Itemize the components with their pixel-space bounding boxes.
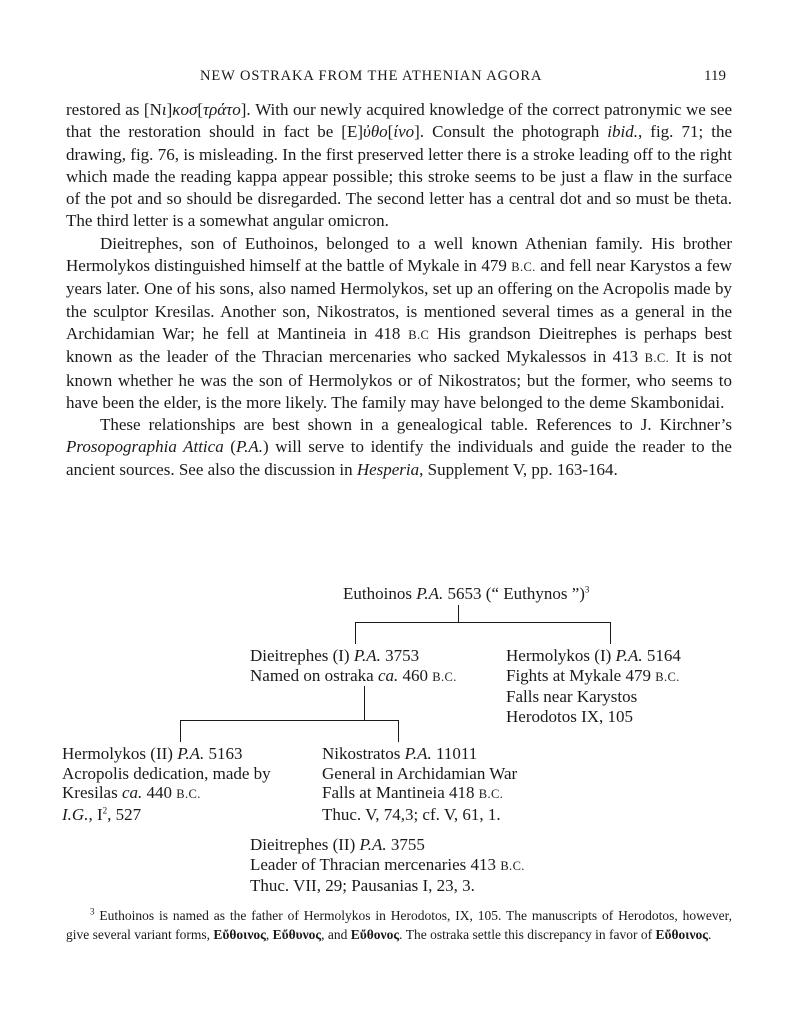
text-run: Acropolis dedication, made by xyxy=(62,763,271,783)
text-run: B.C. xyxy=(500,858,525,873)
node-dieitrephes-1 xyxy=(250,646,457,687)
text-run: , and xyxy=(321,927,351,942)
entry-line xyxy=(322,764,517,784)
entry-line xyxy=(250,835,525,855)
text-run: Hesperia xyxy=(356,459,420,479)
footnote-text xyxy=(66,906,732,944)
text-run: His grandson Dieitrephes is perhaps best known as the leader of the Thracian mercenaries who sacked Mykalessos in 413 xyxy=(66,323,732,367)
text-run: ὐθο xyxy=(363,122,388,142)
text-run: ] xyxy=(166,100,173,119)
text-run: I.G. xyxy=(62,804,89,824)
text-run: ]. With our newly acquired knowledge of the correct patronymic we see that the restoration should in fact be [E] xyxy=(66,100,732,142)
entry-line xyxy=(506,666,681,688)
text-run: 5163 xyxy=(204,744,243,763)
text-run: B.C. xyxy=(432,669,457,684)
page-number: 119 xyxy=(704,68,726,84)
node-euthoinos xyxy=(343,584,589,604)
entry-line xyxy=(322,783,517,805)
text-run: τράτο xyxy=(203,100,241,119)
node-hermolykos-1 xyxy=(506,646,681,726)
text-run: Dieitrephes, son of Euthoinos, belonged to a well known Athenian family. His brother Hermolykos distinguished himself at the battle of Mykale in 479 xyxy=(66,233,732,276)
connector-hermolykos-1-down xyxy=(364,686,365,720)
entry-line xyxy=(62,764,271,784)
text-run: B.C. xyxy=(644,351,670,366)
text-run: Named on ostraka xyxy=(250,665,378,685)
text-run: , 527 xyxy=(107,804,142,824)
entry-line xyxy=(250,876,525,896)
text-run: Leader of Thracian mercenaries 413 xyxy=(250,854,501,874)
entry-line xyxy=(250,646,457,666)
text-run: Εὔθυνος xyxy=(272,927,322,942)
text-run: These relationships are best shown in a genealogical table. References to J. Kirchner’s xyxy=(100,415,732,435)
text-run: B.C. xyxy=(511,260,536,275)
text-run: B.C. xyxy=(176,787,201,801)
text-run: 440 xyxy=(142,783,177,802)
footnote-3 xyxy=(66,906,732,944)
text-run: ίνο xyxy=(393,122,415,142)
text-run: . The ostraka settle this discrepancy in favor of xyxy=(399,927,656,942)
entry-line xyxy=(62,805,271,825)
text-run: Εὔθοινος xyxy=(655,927,708,942)
entry-line xyxy=(343,584,589,604)
text-run: Hermolykos (I) xyxy=(506,646,616,665)
text-run: ) will serve to identify the individuals and guide the reader to the ancient sources. See also the discussion in xyxy=(66,437,732,479)
text-run: It is not known whether he was the son of Hermolykos or of Nikostratos; but the former, who seems to have been the elder, is the more likely. The family may have belonged to the deme Skambonidai. xyxy=(66,347,732,412)
text-run: [ xyxy=(197,100,203,119)
entry-line xyxy=(322,805,517,825)
connector-to-dieitrephes-1 xyxy=(355,622,356,644)
text-run: Dieitrephes (I) xyxy=(250,646,354,665)
text-run: P.A. xyxy=(353,646,381,665)
text-run: ]. Consult the photograph xyxy=(414,122,608,142)
text-run: B.C xyxy=(408,327,430,342)
text-run: Euthoinos is named as the father of Hermolykos in Herodotos, IX, 105. The manuscripts of Herodotos, however, give several variant forms, xyxy=(66,908,732,942)
text-run: Nikostratos xyxy=(322,744,405,763)
text-run: ι xyxy=(161,100,167,119)
text-run: Εὔθονος xyxy=(350,927,400,942)
text-run: P.A. xyxy=(235,437,264,457)
connector-to-hermolykos-2 xyxy=(180,720,181,742)
text-run: Kresilas xyxy=(62,783,122,802)
entry-line xyxy=(250,666,457,688)
text-run: , I xyxy=(88,804,103,824)
text-run: Dieitrephes (II) xyxy=(250,835,360,854)
text-run: Prosopographia Attica xyxy=(66,437,224,457)
text-run: [ xyxy=(387,122,394,142)
entry-line xyxy=(62,744,271,764)
text-run: Εὔθοινος xyxy=(213,927,266,942)
text-run: Hermolykos (II) xyxy=(62,744,178,763)
text-run: ibid. xyxy=(607,122,638,142)
running-title: NEW OSTRAKA FROM THE ATHENIAN AGORA xyxy=(200,68,543,84)
text-run: P.A. xyxy=(615,646,643,665)
text-run: 5164 xyxy=(642,646,681,665)
connector-euthoinos-down xyxy=(458,605,459,622)
text-run: Thuc. VII, 29; Pausanias I, 23, 3. xyxy=(250,876,475,895)
connector-to-nikostratos xyxy=(398,720,399,742)
text-run: , fig. 71; the drawing, fig. 76, is misleading. In the first preserved letter there is a stroke leading off to the right which made the reading kappa appear possible; this stroke seems to be just a flaw in the surface of the pot and so should be disregarded. The second letter has a central dot and so must be theta. The third letter is a somewhat angular omicron. xyxy=(66,122,732,231)
text-run: 5653 (“ Euthynos ”) xyxy=(443,584,585,603)
node-nikostratos xyxy=(322,744,517,824)
text-run: P.A. xyxy=(177,744,205,763)
entry-line xyxy=(506,646,681,666)
connector-gen2-bar xyxy=(180,720,398,721)
entry-line xyxy=(322,744,517,764)
text-run: 460 xyxy=(398,665,433,685)
text-run: P.A. xyxy=(359,835,387,854)
text-run: Herodotos IX, 105 xyxy=(506,706,634,726)
text-run: and fell near Karystos a few years later. One of his sons, also named Hermolykos, set up an offering on the Acropolis made by the sculptor Kresilas. Another son, Nikostratos, is mentioned several times as a general in the Archidamian War; he fell at Mantineia in 418 xyxy=(66,256,732,343)
entry-line xyxy=(62,783,271,805)
node-dieitrephes-2 xyxy=(250,835,525,896)
connector-gen1-bar xyxy=(355,622,610,623)
text-run: 11011 xyxy=(431,744,478,763)
text-run: Falls near Karystos xyxy=(506,687,638,706)
entry-line xyxy=(506,707,681,727)
text-run: ( xyxy=(223,437,236,457)
node-hermolykos-2 xyxy=(62,744,271,824)
text-run: , xyxy=(265,927,273,942)
entry-line xyxy=(506,687,681,707)
text-run: κοσ xyxy=(172,100,198,119)
entry-line xyxy=(250,855,525,877)
text-run: . xyxy=(707,927,712,942)
text-run: Fights at Mykale 479 xyxy=(506,665,656,685)
text-run: 3755 xyxy=(386,835,425,854)
text-run: P.A. xyxy=(404,744,432,763)
text-run: restored as [N xyxy=(66,100,162,119)
text-run: Thuc. V, 74,3; cf. V, 61, 1. xyxy=(322,804,501,824)
text-run: 2 xyxy=(102,804,108,815)
connector-to-hermolykos-1 xyxy=(610,622,611,644)
text-run: 3 xyxy=(584,584,590,595)
text-run: , Supplement V, pp. 163-164. xyxy=(419,459,618,479)
text-run: ca. xyxy=(121,783,143,802)
text-run: 3753 xyxy=(380,646,420,665)
text-run: Euthoinos xyxy=(343,584,417,603)
text-run: 3 xyxy=(90,906,95,917)
text-run: General in Archidamian War xyxy=(322,763,518,783)
text-run: B.C. xyxy=(478,787,504,801)
text-run: Falls at Mantineia 418 xyxy=(322,783,479,802)
text-run: P.A. xyxy=(416,584,444,603)
text-run: B.C. xyxy=(655,669,680,684)
text-run: ca. xyxy=(377,665,399,685)
